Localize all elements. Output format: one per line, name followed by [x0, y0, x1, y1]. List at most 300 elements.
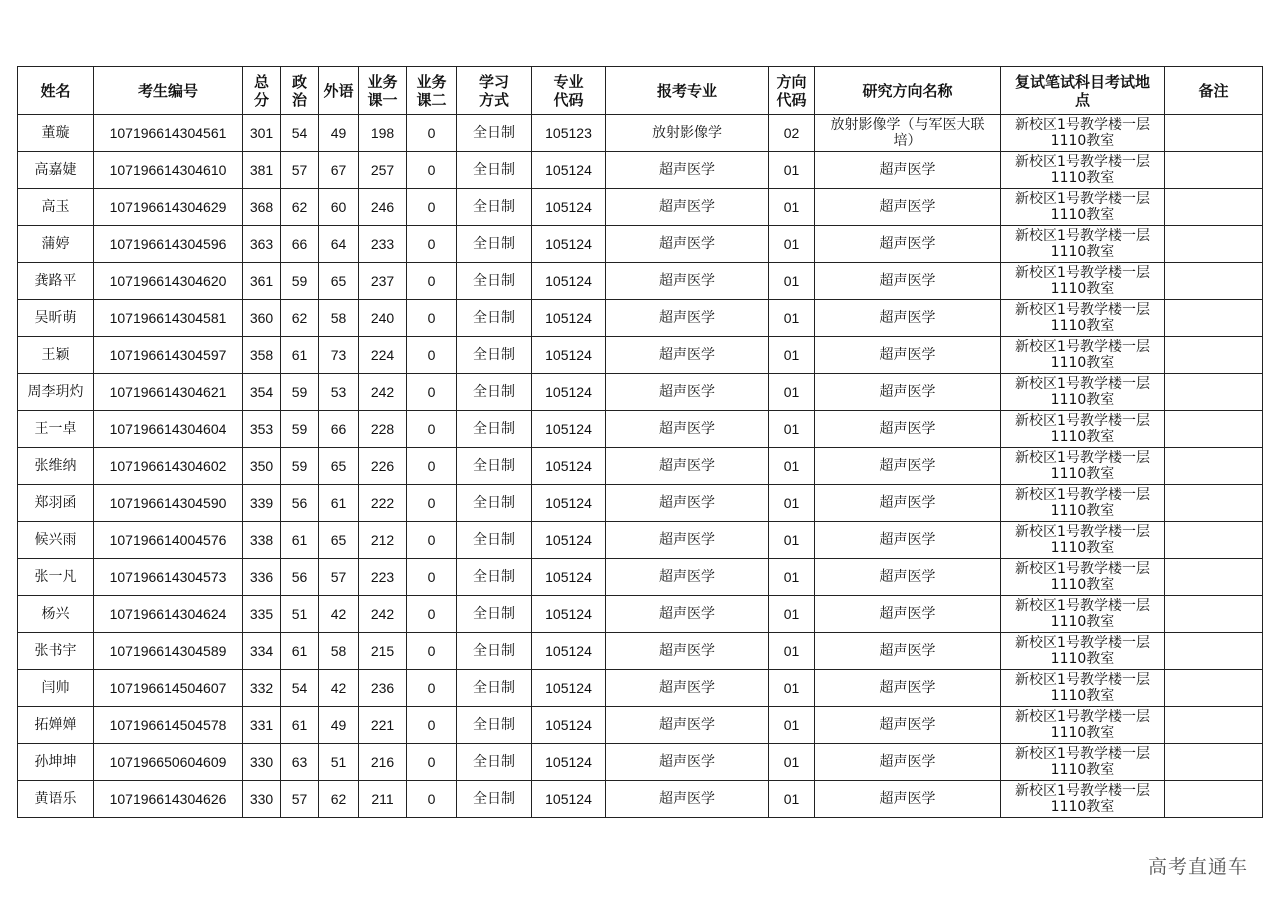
cell-location	[1001, 707, 1165, 744]
table-row	[18, 374, 1263, 411]
cell-language: 65	[319, 448, 359, 485]
cell-line: 超声医学	[879, 791, 936, 807]
cell-name: 张一凡	[18, 559, 94, 596]
cell-total: 361	[243, 263, 281, 300]
cell-line: 新校区1号教学楼一层	[1015, 228, 1150, 244]
cell-dir-code: 01	[769, 448, 815, 485]
table-row	[18, 337, 1263, 374]
cell-note	[1165, 263, 1263, 300]
cell-direction	[815, 189, 1001, 226]
cell-line: 培）	[893, 133, 922, 149]
cell-course1: 216	[359, 744, 407, 781]
cell-politics: 62	[281, 189, 319, 226]
cell-mode: 全日制	[457, 263, 532, 300]
table-row	[18, 411, 1263, 448]
cell-dir-code: 01	[769, 263, 815, 300]
cell-major: 超声医学	[606, 152, 769, 189]
cell-note	[1165, 411, 1263, 448]
cell-name: 郑羽函	[18, 485, 94, 522]
cell-location	[1001, 633, 1165, 670]
cell-direction	[815, 559, 1001, 596]
candidate-table	[17, 66, 1263, 818]
cell-language: 58	[319, 300, 359, 337]
header-label: 点	[1074, 90, 1090, 109]
header-label: 方式	[478, 90, 509, 109]
cell-major: 超声医学	[606, 522, 769, 559]
cell-location	[1001, 115, 1165, 152]
cell-line: 超声医学	[879, 754, 936, 770]
cell-name: 张书宇	[18, 633, 94, 670]
cell-line: 1110教室	[1050, 244, 1115, 260]
cell-line: 1110教室	[1050, 133, 1115, 149]
cell-total: 338	[243, 522, 281, 559]
cell-note	[1165, 707, 1263, 744]
cell-id: 107196614304620	[94, 263, 243, 300]
cell-line: 新校区1号教学楼一层	[1015, 487, 1150, 503]
cell-name: 高玉	[18, 189, 94, 226]
cell-politics: 61	[281, 522, 319, 559]
cell-location	[1001, 374, 1165, 411]
header-label: 业务	[416, 72, 447, 91]
cell-id: 107196650604609	[94, 744, 243, 781]
cell-id: 107196614304624	[94, 596, 243, 633]
cell-direction	[815, 707, 1001, 744]
cell-politics: 61	[281, 337, 319, 374]
cell-politics: 59	[281, 448, 319, 485]
cell-dir-code: 01	[769, 411, 815, 448]
cell-dir-code: 01	[769, 707, 815, 744]
cell-major-code: 105124	[532, 744, 606, 781]
cell-id: 107196614504578	[94, 707, 243, 744]
cell-major-code: 105124	[532, 781, 606, 818]
header-label: 政	[291, 72, 307, 91]
header-label: 学习	[478, 72, 509, 91]
cell-major-code: 105124	[532, 633, 606, 670]
cell-name: 龚路平	[18, 263, 94, 300]
cell-line: 新校区1号教学楼一层	[1015, 117, 1150, 133]
cell-language: 49	[319, 115, 359, 152]
cell-line: 1110教室	[1050, 725, 1115, 741]
cell-line: 新校区1号教学楼一层	[1015, 709, 1150, 725]
cell-course1: 242	[359, 596, 407, 633]
cell-total: 368	[243, 189, 281, 226]
cell-line: 新校区1号教学楼一层	[1015, 265, 1150, 281]
cell-id: 107196614304581	[94, 300, 243, 337]
cell-name: 孙坤坤	[18, 744, 94, 781]
cell-line: 超声医学	[879, 273, 936, 289]
header-language	[319, 67, 359, 115]
cell-mode: 全日制	[457, 300, 532, 337]
cell-direction	[815, 115, 1001, 152]
cell-course2: 0	[407, 411, 457, 448]
cell-major-code: 105123	[532, 115, 606, 152]
table-row	[18, 707, 1263, 744]
cell-politics: 54	[281, 670, 319, 707]
cell-major: 超声医学	[606, 670, 769, 707]
cell-id: 107196614304597	[94, 337, 243, 374]
cell-major: 超声医学	[606, 263, 769, 300]
cell-location	[1001, 448, 1165, 485]
header-label: 总	[253, 72, 269, 91]
table-row	[18, 152, 1263, 189]
cell-course1: 233	[359, 226, 407, 263]
cell-language: 60	[319, 189, 359, 226]
cell-language: 64	[319, 226, 359, 263]
cell-dir-code: 01	[769, 300, 815, 337]
header-direction	[815, 67, 1001, 115]
cell-line: 新校区1号教学楼一层	[1015, 450, 1150, 466]
header-label: 复试笔试科目考试地	[1014, 72, 1150, 91]
header-major	[606, 67, 769, 115]
cell-major: 放射影像学	[606, 115, 769, 152]
cell-line: 1110教室	[1050, 762, 1115, 778]
cell-language: 62	[319, 781, 359, 818]
cell-dir-code: 01	[769, 189, 815, 226]
cell-total: 332	[243, 670, 281, 707]
cell-line: 超声医学	[879, 199, 936, 215]
cell-id: 107196614304602	[94, 448, 243, 485]
header-label: 外语	[323, 81, 354, 100]
cell-location	[1001, 337, 1165, 374]
cell-course1: 198	[359, 115, 407, 152]
header-label: 治	[291, 90, 307, 109]
cell-politics: 54	[281, 115, 319, 152]
cell-dir-code: 01	[769, 670, 815, 707]
cell-course1: 237	[359, 263, 407, 300]
cell-line: 新校区1号教学楼一层	[1015, 635, 1150, 651]
cell-major-code: 105124	[532, 337, 606, 374]
cell-language: 66	[319, 411, 359, 448]
header-label: 课二	[416, 90, 447, 109]
cell-major-code: 105124	[532, 522, 606, 559]
cell-note	[1165, 448, 1263, 485]
cell-line: 1110教室	[1050, 540, 1115, 556]
header-mode	[457, 67, 532, 115]
cell-id: 107196614304610	[94, 152, 243, 189]
table-row	[18, 448, 1263, 485]
cell-direction	[815, 263, 1001, 300]
cell-id: 107196614304621	[94, 374, 243, 411]
cell-line: 1110教室	[1050, 503, 1115, 519]
table-row	[18, 189, 1263, 226]
table-row	[18, 263, 1263, 300]
cell-course2: 0	[407, 596, 457, 633]
cell-major: 超声医学	[606, 337, 769, 374]
cell-major: 超声医学	[606, 744, 769, 781]
header-label: 代码	[553, 90, 584, 109]
cell-course2: 0	[407, 744, 457, 781]
cell-line: 1110教室	[1050, 429, 1115, 445]
cell-id: 107196614304629	[94, 189, 243, 226]
cell-mode: 全日制	[457, 374, 532, 411]
table-row	[18, 781, 1263, 818]
cell-politics: 59	[281, 411, 319, 448]
cell-line: 1110教室	[1050, 392, 1115, 408]
cell-major-code: 105124	[532, 707, 606, 744]
cell-politics: 57	[281, 781, 319, 818]
table-row	[18, 300, 1263, 337]
header-course2	[407, 67, 457, 115]
cell-id: 107196614304604	[94, 411, 243, 448]
cell-name: 高嘉婕	[18, 152, 94, 189]
cell-major: 超声医学	[606, 559, 769, 596]
cell-line: 1110教室	[1050, 281, 1115, 297]
cell-note	[1165, 189, 1263, 226]
cell-politics: 61	[281, 633, 319, 670]
cell-line: 超声医学	[879, 532, 936, 548]
cell-location	[1001, 411, 1165, 448]
table-row	[18, 670, 1263, 707]
cell-direction	[815, 781, 1001, 818]
table-header	[18, 67, 1263, 115]
cell-course2: 0	[407, 781, 457, 818]
cell-name: 候兴雨	[18, 522, 94, 559]
cell-dir-code: 01	[769, 522, 815, 559]
cell-course2: 0	[407, 337, 457, 374]
cell-major-code: 105124	[532, 670, 606, 707]
cell-direction	[815, 226, 1001, 263]
cell-course2: 0	[407, 374, 457, 411]
cell-direction	[815, 744, 1001, 781]
cell-language: 49	[319, 707, 359, 744]
cell-line: 超声医学	[879, 717, 936, 733]
cell-line: 超声医学	[879, 680, 936, 696]
cell-line: 超声医学	[879, 310, 936, 326]
cell-mode: 全日制	[457, 337, 532, 374]
cell-name: 蒲婷	[18, 226, 94, 263]
table-row	[18, 115, 1263, 152]
header-label: 业务	[367, 72, 398, 91]
cell-line: 新校区1号教学楼一层	[1015, 339, 1150, 355]
cell-direction	[815, 522, 1001, 559]
cell-mode: 全日制	[457, 522, 532, 559]
cell-line: 超声医学	[879, 643, 936, 659]
cell-language: 61	[319, 485, 359, 522]
cell-name: 张维纳	[18, 448, 94, 485]
cell-major: 超声医学	[606, 189, 769, 226]
cell-dir-code: 01	[769, 337, 815, 374]
cell-politics: 59	[281, 263, 319, 300]
cell-course1: 212	[359, 522, 407, 559]
cell-course2: 0	[407, 707, 457, 744]
cell-location	[1001, 744, 1165, 781]
cell-course1: 240	[359, 300, 407, 337]
cell-id: 107196614304561	[94, 115, 243, 152]
cell-mode: 全日制	[457, 596, 532, 633]
cell-note	[1165, 596, 1263, 633]
header-label: 专业	[553, 72, 584, 91]
cell-major-code: 105124	[532, 485, 606, 522]
cell-line: 1110教室	[1050, 170, 1115, 186]
cell-language: 57	[319, 559, 359, 596]
cell-course2: 0	[407, 152, 457, 189]
cell-mode: 全日制	[457, 485, 532, 522]
cell-course2: 0	[407, 559, 457, 596]
cell-direction	[815, 374, 1001, 411]
cell-total: 350	[243, 448, 281, 485]
cell-major-code: 105124	[532, 226, 606, 263]
cell-major-code: 105124	[532, 411, 606, 448]
cell-dir-code: 01	[769, 633, 815, 670]
cell-line: 1110教室	[1050, 318, 1115, 334]
cell-course2: 0	[407, 115, 457, 152]
cell-location	[1001, 300, 1165, 337]
cell-note	[1165, 522, 1263, 559]
cell-location	[1001, 152, 1165, 189]
cell-name: 拓婵婵	[18, 707, 94, 744]
cell-line: 新校区1号教学楼一层	[1015, 302, 1150, 318]
cell-major: 超声医学	[606, 596, 769, 633]
cell-note	[1165, 300, 1263, 337]
header-id	[94, 67, 243, 115]
cell-line: 新校区1号教学楼一层	[1015, 413, 1150, 429]
cell-location	[1001, 670, 1165, 707]
header-label: 考生编号	[137, 81, 198, 100]
cell-total: 335	[243, 596, 281, 633]
cell-location	[1001, 263, 1165, 300]
cell-total: 330	[243, 744, 281, 781]
cell-politics: 61	[281, 707, 319, 744]
header-row	[18, 67, 1263, 115]
cell-location	[1001, 226, 1165, 263]
cell-language: 58	[319, 633, 359, 670]
cell-mode: 全日制	[457, 115, 532, 152]
cell-language: 65	[319, 522, 359, 559]
cell-major-code: 105124	[532, 189, 606, 226]
cell-politics: 51	[281, 596, 319, 633]
cell-name: 王一卓	[18, 411, 94, 448]
cell-dir-code: 02	[769, 115, 815, 152]
cell-language: 42	[319, 596, 359, 633]
cell-total: 353	[243, 411, 281, 448]
cell-name: 王颖	[18, 337, 94, 374]
cell-line: 新校区1号教学楼一层	[1015, 154, 1150, 170]
cell-politics: 56	[281, 559, 319, 596]
header-politics	[281, 67, 319, 115]
cell-course2: 0	[407, 189, 457, 226]
table-row	[18, 596, 1263, 633]
cell-direction	[815, 411, 1001, 448]
cell-course1: 221	[359, 707, 407, 744]
header-course1	[359, 67, 407, 115]
header-label: 方向	[776, 72, 807, 91]
header-label: 代码	[776, 90, 807, 109]
header-note	[1165, 67, 1263, 115]
cell-id: 107196614304596	[94, 226, 243, 263]
cell-direction	[815, 670, 1001, 707]
cell-line: 超声医学	[879, 606, 936, 622]
cell-line: 1110教室	[1050, 799, 1115, 815]
cell-name: 董璇	[18, 115, 94, 152]
cell-total: 354	[243, 374, 281, 411]
header-label: 报考专业	[656, 81, 717, 100]
cell-id: 107196614004576	[94, 522, 243, 559]
cell-line: 超声医学	[879, 495, 936, 511]
cell-major: 超声医学	[606, 781, 769, 818]
cell-major-code: 105124	[532, 152, 606, 189]
cell-note	[1165, 559, 1263, 596]
cell-course2: 0	[407, 263, 457, 300]
table-row	[18, 522, 1263, 559]
cell-name: 闫帅	[18, 670, 94, 707]
cell-language: 67	[319, 152, 359, 189]
cell-note	[1165, 337, 1263, 374]
cell-major-code: 105124	[532, 559, 606, 596]
cell-course1: 257	[359, 152, 407, 189]
cell-direction	[815, 152, 1001, 189]
cell-note	[1165, 374, 1263, 411]
cell-major: 超声医学	[606, 374, 769, 411]
cell-line: 超声医学	[879, 569, 936, 585]
cell-mode: 全日制	[457, 781, 532, 818]
header-label: 分	[253, 90, 269, 109]
cell-line: 放射影像学（与军医大联	[830, 117, 985, 133]
cell-direction	[815, 633, 1001, 670]
cell-major-code: 105124	[532, 263, 606, 300]
cell-dir-code: 01	[769, 559, 815, 596]
cell-line: 超声医学	[879, 162, 936, 178]
cell-location	[1001, 596, 1165, 633]
cell-line: 超声医学	[879, 384, 936, 400]
cell-course1: 242	[359, 374, 407, 411]
cell-mode: 全日制	[457, 559, 532, 596]
cell-note	[1165, 781, 1263, 818]
cell-total: 339	[243, 485, 281, 522]
cell-line: 超声医学	[879, 236, 936, 252]
cell-line: 新校区1号教学楼一层	[1015, 783, 1150, 799]
cell-location	[1001, 559, 1165, 596]
cell-politics: 63	[281, 744, 319, 781]
cell-location	[1001, 189, 1165, 226]
cell-line: 超声医学	[879, 347, 936, 363]
cell-mode: 全日制	[457, 448, 532, 485]
cell-course1: 224	[359, 337, 407, 374]
cell-politics: 62	[281, 300, 319, 337]
cell-course2: 0	[407, 226, 457, 263]
cell-direction	[815, 300, 1001, 337]
cell-line: 1110教室	[1050, 688, 1115, 704]
cell-dir-code: 01	[769, 226, 815, 263]
cell-name: 黄语乐	[18, 781, 94, 818]
cell-total: 331	[243, 707, 281, 744]
cell-course2: 0	[407, 633, 457, 670]
cell-direction	[815, 337, 1001, 374]
header-name	[18, 67, 94, 115]
cell-language: 42	[319, 670, 359, 707]
cell-major: 超声医学	[606, 226, 769, 263]
cell-total: 360	[243, 300, 281, 337]
cell-line: 1110教室	[1050, 614, 1115, 630]
cell-line: 新校区1号教学楼一层	[1015, 376, 1150, 392]
cell-language: 73	[319, 337, 359, 374]
table-row	[18, 485, 1263, 522]
header-label: 课一	[367, 90, 398, 109]
cell-line: 新校区1号教学楼一层	[1015, 672, 1150, 688]
cell-mode: 全日制	[457, 744, 532, 781]
table-row	[18, 559, 1263, 596]
cell-mode: 全日制	[457, 189, 532, 226]
cell-total: 330	[243, 781, 281, 818]
cell-course1: 211	[359, 781, 407, 818]
cell-major-code: 105124	[532, 374, 606, 411]
cell-line: 1110教室	[1050, 207, 1115, 223]
cell-mode: 全日制	[457, 152, 532, 189]
cell-line: 新校区1号教学楼一层	[1015, 191, 1150, 207]
cell-line: 超声医学	[879, 421, 936, 437]
cell-total: 334	[243, 633, 281, 670]
cell-course1: 228	[359, 411, 407, 448]
cell-name: 周李玥灼	[18, 374, 94, 411]
